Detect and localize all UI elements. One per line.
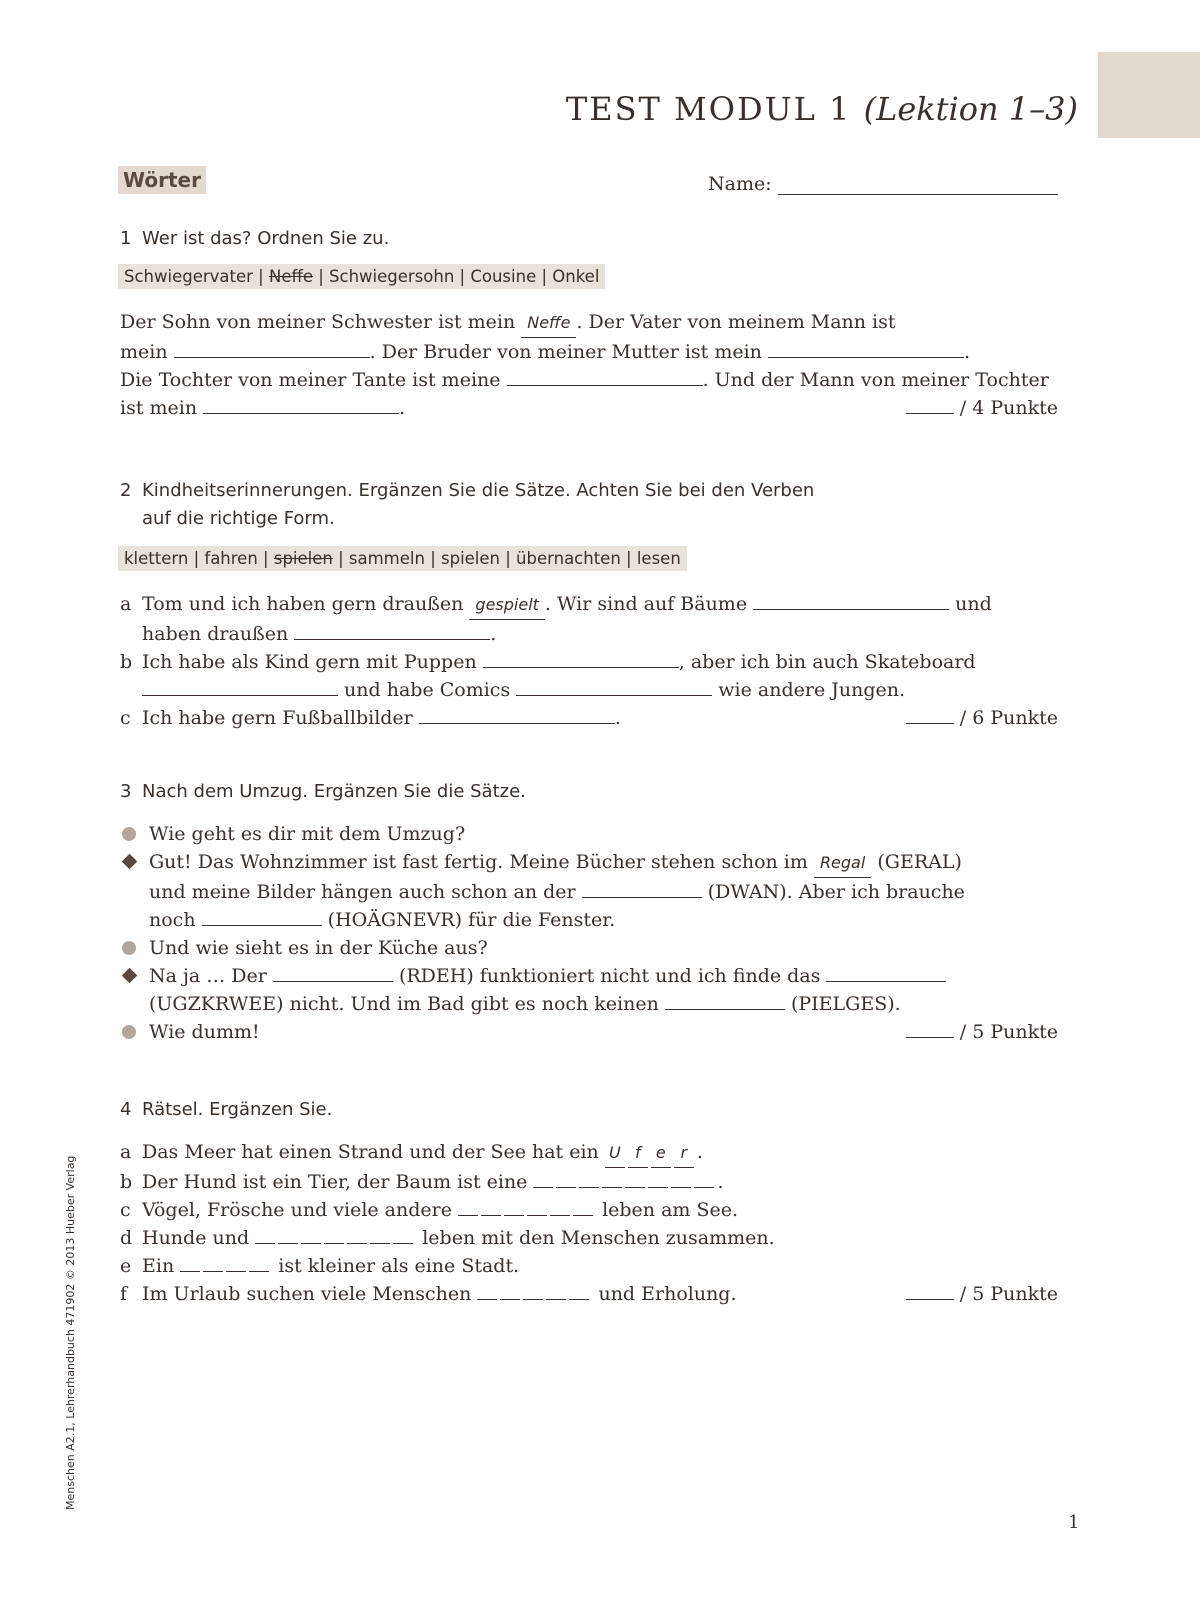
text: .: [717, 1171, 724, 1193]
word-struck: spielen: [273, 549, 333, 568]
text: .: [490, 623, 497, 645]
points-blank[interactable]: [906, 707, 954, 724]
item-b: [120, 648, 1058, 676]
text: Der Hund ist ein Tier, der Baum ist eine: [142, 1171, 528, 1193]
exercise-1-body: [120, 308, 1058, 422]
item-e: [120, 1252, 1058, 1280]
title-lesson-range: (Lektion 1–3): [863, 90, 1078, 128]
text: wie andere Jungen.: [718, 679, 906, 701]
copyright-vertical: Menschen A2.1, Lehrerhandbuch 471902 © 2013 Hueber Verlag: [64, 1155, 77, 1510]
example-letter: U: [605, 1139, 625, 1168]
answer-blank[interactable]: [753, 591, 949, 610]
answer-blank[interactable]: [665, 991, 785, 1010]
item-label: f: [120, 1283, 128, 1305]
item-a: [120, 590, 1058, 620]
word-list: klettern | fahren |: [124, 549, 269, 568]
text: Wie dumm!: [149, 1021, 260, 1043]
exercise-1-heading: [120, 228, 389, 249]
speaker-a-bullet-icon: [122, 941, 136, 955]
item-label: b: [120, 651, 133, 673]
title-main: TEST MODUL 1: [565, 90, 852, 128]
text: leben am See.: [602, 1199, 739, 1221]
word-struck: Neffe: [268, 267, 313, 286]
text: . Und der Mann von meiner Tochter: [702, 369, 1049, 391]
dialogue-line: [122, 1018, 1058, 1046]
text-line: [120, 308, 1058, 338]
exercise-title-cont: auf die richtige Form.: [142, 508, 335, 529]
text: , aber ich bin auch Skateboard: [678, 651, 976, 673]
text: Ein: [142, 1255, 175, 1277]
corner-tab: [1098, 52, 1200, 138]
example-answer: Regal: [814, 849, 871, 878]
text: mein: [120, 341, 168, 363]
item-d: [120, 1224, 1058, 1252]
text: Ich habe als Kind gern mit Puppen: [142, 651, 477, 673]
word-list: Schwiegervater |: [124, 267, 264, 286]
points-blank[interactable]: [906, 397, 954, 414]
text: Und wie sieht es in der Küche aus?: [149, 937, 488, 959]
text: . Der Bruder von meiner Mutter ist mein: [369, 341, 762, 363]
name-label: Name:: [708, 173, 772, 195]
item-label: c: [120, 707, 131, 729]
name-field[interactable]: [778, 194, 1058, 195]
text: (RDEH) funktioniert nicht und ich finde das: [398, 965, 821, 987]
example-answer: gespielt: [469, 591, 545, 620]
exercise-number: 4: [120, 1099, 132, 1120]
exercise-2-heading: [120, 477, 814, 533]
letter-blanks[interactable]: [458, 1199, 596, 1221]
item-b: [120, 1168, 1058, 1196]
word-box: [118, 546, 687, 571]
example-answer: Neffe: [521, 309, 576, 338]
item-a-cont: [120, 620, 1058, 648]
dialogue-line: [122, 962, 1058, 990]
exercise-title: Rätsel. Ergänzen Sie.: [142, 1099, 333, 1120]
item-label: b: [120, 1171, 133, 1193]
item-label: a: [120, 593, 132, 615]
text: .: [963, 341, 971, 363]
points-label: / 5 Punkte: [959, 1283, 1058, 1305]
item-label: c: [120, 1199, 131, 1221]
text: . Der Vater von meinem Mann ist: [576, 311, 896, 333]
item-label: a: [120, 1141, 132, 1163]
word-list: | Schwiegersohn | Cousine | Onkel: [318, 267, 600, 286]
text-line: [120, 366, 1058, 394]
text-line: [120, 394, 1058, 422]
text: .: [696, 1141, 703, 1163]
answer-blank[interactable]: [142, 677, 338, 696]
text: (GERAL): [877, 851, 962, 873]
text: und meine Bilder hängen auch schon an der: [149, 881, 576, 903]
dialogue-line: [122, 990, 1058, 1018]
answer-blank[interactable]: [582, 879, 702, 898]
answer-blank[interactable]: [202, 907, 322, 926]
text: Die Tochter von meiner Tante ist meine: [120, 369, 501, 391]
exercise-2-body: [120, 590, 1058, 732]
points-blank[interactable]: [906, 1283, 954, 1300]
item-f: [120, 1280, 1058, 1308]
item-label: d: [120, 1227, 133, 1249]
points-label: / 5 Punkte: [959, 1021, 1058, 1043]
example-letter: f: [628, 1139, 648, 1168]
text: (HOÄGNEVR) für die Fenster.: [327, 909, 616, 931]
text: (PIELGES).: [790, 993, 901, 1015]
word-list: | sammeln | spielen | übernachten | lesen: [338, 549, 681, 568]
points-score: [906, 1280, 1058, 1308]
points-score: [906, 394, 1058, 422]
answer-blank[interactable]: [419, 705, 615, 724]
exercise-4-heading: [120, 1099, 332, 1120]
text: Hunde und: [142, 1227, 250, 1249]
exercise-title: Nach dem Umzug. Ergänzen Sie die Sätze.: [142, 781, 526, 802]
text: (UGZKRWEE) nicht. Und im Bad gibt es noch keinen: [149, 993, 659, 1015]
dialogue-line: [122, 934, 1058, 962]
example-letter: r: [674, 1139, 694, 1168]
text: Der Sohn von meiner Schwester ist mein: [120, 311, 516, 333]
answer-blank[interactable]: [768, 339, 964, 358]
text: ist mein: [120, 397, 198, 419]
points-score: [906, 704, 1058, 732]
text-line: [120, 338, 1058, 366]
text: . Wir sind auf Bäume: [544, 593, 748, 615]
answer-blank[interactable]: [294, 621, 490, 640]
section-label: Wörter: [118, 166, 206, 194]
text: Wie geht es dir mit dem Umzug?: [149, 823, 466, 845]
speaker-b-bullet-icon: [122, 854, 138, 870]
speaker-a-bullet-icon: [122, 827, 136, 841]
text: und Erholung.: [598, 1283, 737, 1305]
text: noch: [149, 909, 196, 931]
points-blank[interactable]: [906, 1021, 954, 1038]
exercise-number: 2: [120, 480, 132, 501]
text: Gut! Das Wohnzimmer ist fast fertig. Meine Bücher stehen schon im: [149, 851, 808, 873]
letter-blanks[interactable]: [533, 1171, 717, 1193]
text: .: [399, 397, 406, 419]
text: Im Urlaub suchen viele Menschen: [142, 1283, 472, 1305]
item-c: [120, 1196, 1058, 1224]
item-label: e: [120, 1255, 132, 1277]
answer-blank[interactable]: [507, 367, 703, 386]
text: leben mit den Menschen zusammen.: [422, 1227, 775, 1249]
dialogue-line: [122, 906, 1058, 934]
letter-blanks[interactable]: [477, 1283, 592, 1305]
text: Vögel, Frösche und viele andere: [142, 1199, 452, 1221]
letter-blanks[interactable]: [180, 1255, 272, 1277]
text: und: [955, 593, 992, 615]
speaker-a-bullet-icon: [122, 1025, 136, 1039]
points-score: [906, 1018, 1058, 1046]
exercise-3-dialogue: [122, 820, 1058, 1046]
item-c: [120, 704, 1058, 732]
text: (DWAN). Aber ich brauche: [707, 881, 965, 903]
speaker-b-bullet-icon: [122, 968, 138, 984]
exercise-number: 1: [120, 228, 132, 249]
page-number: 1: [1068, 1512, 1080, 1533]
dialogue-line: [122, 878, 1058, 906]
exercise-3-heading: [120, 781, 526, 802]
dialogue-line: [122, 848, 1058, 878]
answer-blank[interactable]: [273, 963, 393, 982]
exercise-title: Wer ist das? Ordnen Sie zu.: [142, 228, 390, 249]
text: .: [614, 707, 621, 729]
exercise-4-body: [120, 1138, 1058, 1308]
text: Das Meer hat einen Strand und der See hat ein: [142, 1141, 599, 1163]
item-a: [120, 1138, 1058, 1168]
text: haben draußen: [142, 623, 289, 645]
text: ist kleiner als eine Stadt.: [278, 1255, 520, 1277]
text: Tom und ich haben gern draußen: [142, 593, 464, 615]
answer-blank[interactable]: [516, 677, 712, 696]
dialogue-line: [122, 820, 1058, 848]
text: und habe Comics: [344, 679, 511, 701]
answer-blank[interactable]: [483, 649, 679, 668]
letter-blanks[interactable]: [255, 1227, 416, 1249]
answer-blank[interactable]: [174, 339, 370, 358]
answer-blank[interactable]: [826, 963, 946, 982]
word-box: [118, 264, 605, 289]
points-label: / 6 Punkte: [959, 707, 1058, 729]
text: Na ja … Der: [149, 965, 267, 987]
points-label: / 4 Punkte: [959, 397, 1058, 419]
page-title: [566, 90, 1078, 128]
example-letter: e: [651, 1139, 671, 1168]
exercise-title: Kindheitserinnerungen. Ergänzen Sie die Sätze. Achten Sie bei den Verben: [142, 480, 815, 501]
item-b-cont: [120, 676, 1058, 704]
answer-blank[interactable]: [203, 395, 399, 414]
text: Ich habe gern Fußballbilder: [142, 707, 413, 729]
exercise-number: 3: [120, 781, 132, 802]
